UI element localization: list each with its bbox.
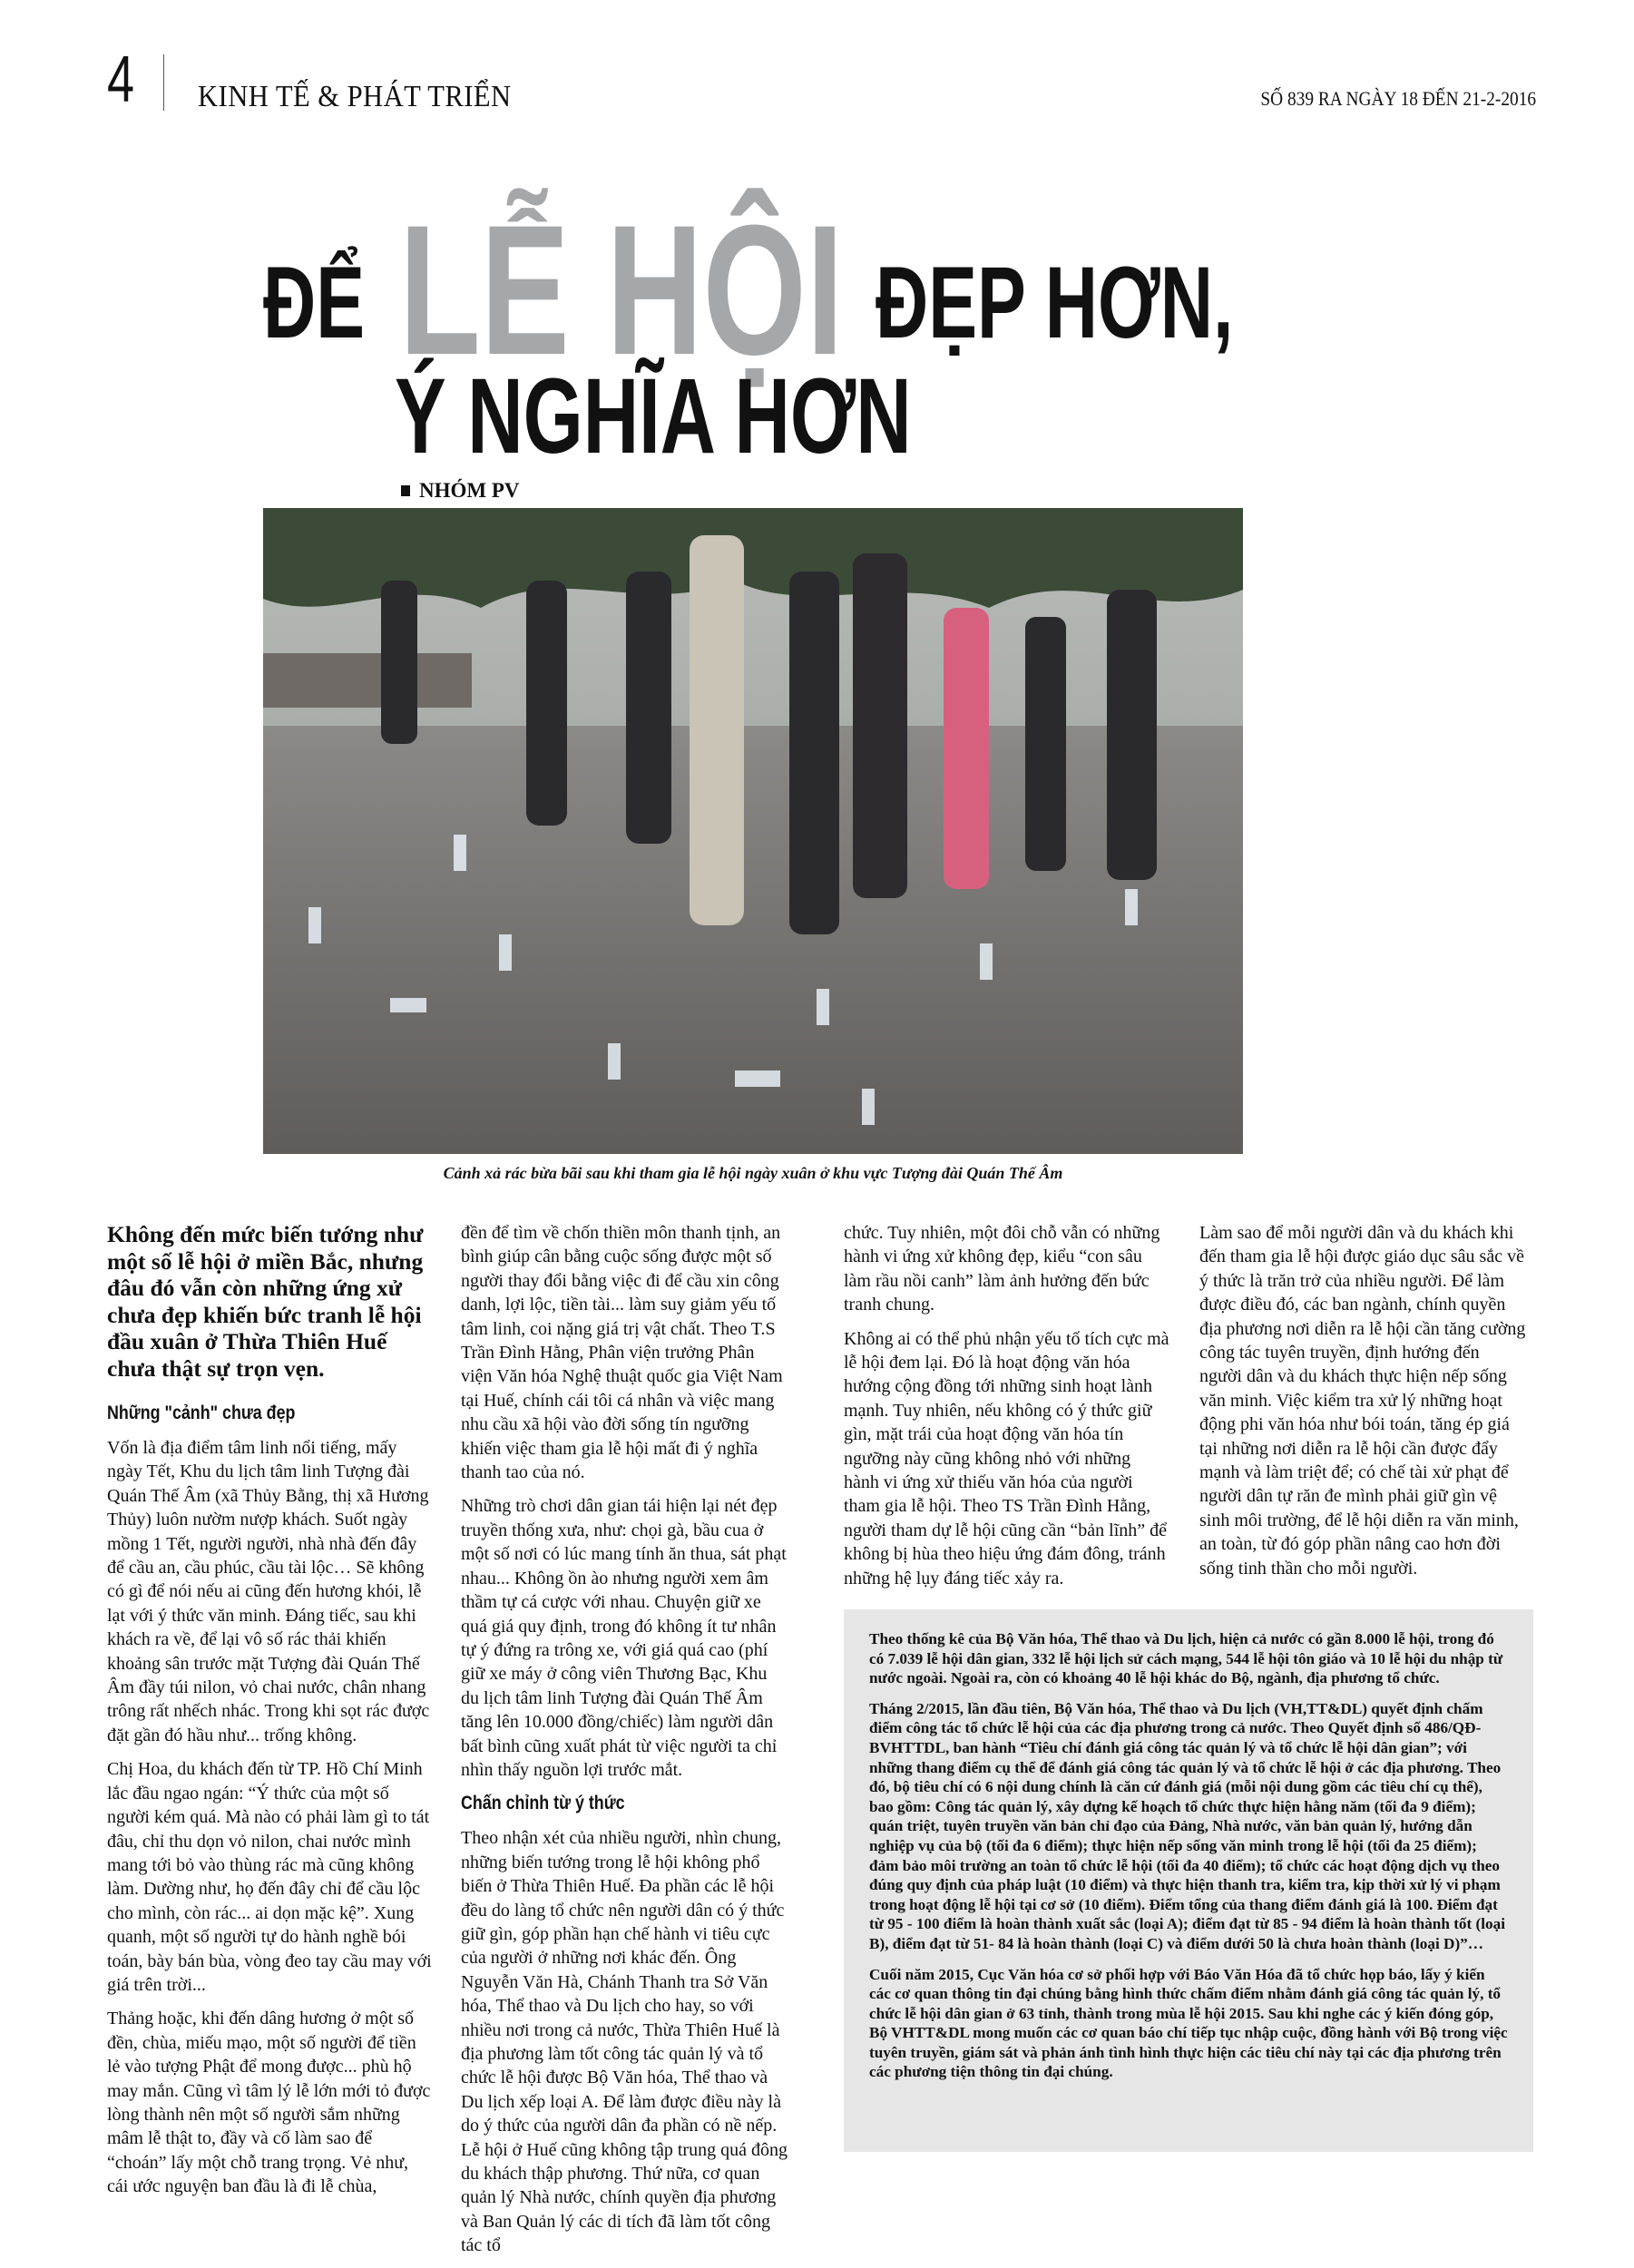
box-paragraph: Cuối năm 2015, Cục Văn hóa cơ sở phối hợp với Báo Văn Hóa đã tổ chức họp báo, lấy ý kiến các cơ quan thông tin đại chúng bằng hình thức chấm điểm nhằm đánh giá công tác quản lý, tổ chức lễ hội dân gian ở 63 tỉnh, thành trong mùa lễ hội 2015. Sau khi nghe các ý kiến đóng góp, Bộ VHTT&DL mong muốn các cơ quan báo chí tiếp tục nhập cuộc, đồng hành với Bộ trong việc tuyên truyền, giám sát và phản ánh tình hình thực hiện các tiêu chí này tại các địa phương trên các phương tiện thông tin đại chúng. [869,1965,1508,2081]
header-divider [163,54,164,111]
body-paragraph: Chị Hoa, du khách đến từ TP. Hồ Chí Minh lắc đầu ngao ngán: “Ý thức của một số người kém quá. Mà nào có phải làm gì to tát đâu, chỉ thu dọn vỏ nilon, chai nước mình mang tới bỏ vào thùng rác mà cũng không làm. Dường như, họ đến đây chỉ để cầu lộc cho mình, còn rác... ai dọn mặc kệ”. Xung quanh, một số người tự do hành nghề bói toán, bày bán bùa, vòng đeo tay cầu may với giá trên trời... [107,1759,432,1995]
body-paragraph: đền để tìm về chốn thiền môn thanh tịnh, an bình giúp cân bằng cuộc sống được một số người thay đổi bằng việc đi để cầu xin công danh, lợi lộc, tiền tài... làm suy giảm yếu tố tâm linh, coi nặng giá trị vật chất. Theo T.S Trần Đình Hằng, Phân viện trưởng Phân viện Văn hóa Nghệ thuật quốc gia Việt Nam tại Huế, chính cái tôi cá nhân và việc mang nhu cầu xã hội vào đời sống tín ngưỡng khiến việc tham gia lễ hội mất đi ý nghĩa thanh tao của nó. [461,1223,783,1483]
article-photo [263,508,1243,1154]
issue-date: SỐ 839 RA NGÀY 18 ĐẾN 21-2-2016 [1260,87,1536,110]
page-number: 4 [107,44,135,116]
article-column-3 [844,1221,1170,1600]
body-paragraph: Vốn là địa điểm tâm linh nổi tiếng, mấy ngày Tết, Khu du lịch tâm linh Tượng đài Quán Thế Âm (xã Thủy Bằng, thị xã Hương Thủy) luôn nườm nượp khách. Suốt ngày mồng 1 Tết, người người, nhà nhà đến đây để cầu an, cầu phúc, cầu tài lộc… Sẽ không có gì để nói nếu ai cũng đến hương khói, lễ lạt với ý thức văn minh. Đáng tiếc, sau khi khách ra về, để lại vô số rác thải khiến khoảng sân trước mặt Tượng đài Quán Thế Âm đầy túi nilon, vỏ chai nước, chân nhang trông rất nhếch nhác. Trong khi sọt rác được đặt gần đó hầu như... trống không. [107,1438,430,1745]
byline [401,479,520,503]
festival-litter-photo [263,508,1243,1154]
byline-text: NHÓM PV [419,479,520,502]
box-paragraph: Tháng 2/2015, lần đầu tiên, Bộ Văn hóa, Thể thao và Du lịch (VH,TT&DL) quyết định chấm điểm công tác tổ chức lễ hội của các địa phương trong cả nước. Theo Quyết định số 486/QĐ-BVHTTDL, ban hành “Tiêu chí đánh giá công tác quản lý và tổ chức lễ hội dân gian”; với những thang điểm cụ thể để đánh giá công tác quản lý và tổ chức lễ hội ở các địa phương. Theo đó, bộ tiêu chí có 6 nội dung chính là căn cứ đánh giá (mỗi nội dung gồm các tiêu chí cụ thể), bao gồm: Công tác quản lý, xây dựng kế hoạch tổ chức thực hiện hằng năm (tối đa 9 điểm); quán triệt, tuyên truyền văn bản chỉ đạo của Đảng, Nhà nước, văn bản quản lý, hướng dẫn nghiệp vụ của bộ (tối đa 6 điểm); thực hiện nếp sống văn minh trong lễ hội (tối đa 25 điểm); đảm bảo môi trường an toàn tổ chức lễ hội (tối đa 40 điểm); tổ chức các hoạt động dịch vụ theo đúng quy định của pháp luật (10 điểm) và thực hiện thanh tra, kiểm tra, kịp thời xử lý vi phạm trong hoạt động lễ hội tại cơ sở (10 điểm). Điểm tổng của thang điểm đánh giá là 100. Điểm đạt từ 95 - 100 điểm là hoàn thành xuất sắc (loại A); điểm đạt từ 85 - 94 điểm là hoàn thành tốt (loại B), điểm đạt từ 51- 84 là hoàn thành (loại C) và điểm dưới 50 là chưa hoàn thành (loại D)”… [869,1699,1506,1952]
headline-highlight: LỄ HỘI [399,187,844,394]
body-paragraph: Không ai có thể phủ nhận yếu tố tích cực mà lễ hội đem lại. Đó là hoạt động văn hóa hướng cộng đồng tới những sinh hoạt lành mạnh. Tuy nhiên, nếu không có ý thức giữ gìn, mặt trái của hoạt động văn hóa tín ngưỡng này cũng không nhỏ với những hành vi ứng xử thiếu văn hóa của người tham gia lễ hội. Theo TS Trần Đình Hằng, người tham dự lễ hội cũng cần “bản lĩnh” để không bị hùa theo hiệu ứng đám đông, tránh những hệ lụy đáng tiếc xảy ra. [844,1328,1169,1589]
subheading: Những "cảnh" chưa đẹp [107,1403,296,1423]
bullet-square-icon [401,485,410,496]
section-title: KINH TẾ & PHÁT TRIỂN [198,80,512,113]
headline-part1: ĐỂ [263,246,366,359]
article-lead: Không đến mức biến tướng như một số lễ hội ở miền Bắc, nhưng đâu đó vẫn còn những ứng xử chưa đẹp khiến bức tranh lễ hội đầu xuân ở Thừa Thiên Huế chưa thật sự trọn vẹn. [107,1221,424,1382]
statistics-sidebar-box [844,1609,1533,2152]
body-paragraph: Theo nhận xét của nhiều người, nhìn chung, những biến tướng trong lễ hội không phổ biến ở Thừa Thiên Huế. Đa phần các lễ hội đều do làng tổ chức nên người dân có ý thức giữ gìn, góp phần hạn chế hành vi tiêu cực của người ở những nơi khác đến. Ông Nguyễn Văn Hà, Chánh Thanh tra Sở Văn hóa, Thể thao và Du lịch cho hay, so với nhiều nơi trong cả nước, Thừa Thiên Huế là địa phương làm tốt công tác quản lý và tổ chức lễ hội được Bộ Văn hóa, Thể thao và Du lịch xếp loại A. Để làm được điều này là do ý thức của người dân đa phần có nề nếp. Lễ hội ở Huế cũng không tập trung quá đông du khách thập phương. Thứ nữa, cơ quan quản lý Nhà nước, chính quyền địa phương và Ban Quản lý các di tích đã làm tốt công tác tổ [461,1828,788,2256]
body-paragraph: Làm sao để mỗi người dân và du khách khi đến tham gia lễ hội được giáo dục sâu sắc về ý thức là trăn trở của nhiều người. Để làm được điều đó, các ban ngành, chính quyền địa phương nơi diễn ra lễ hội cần tăng cường công tác tuyên truyền, định hướng đến người dân và du khách thực hiện nếp sống văn minh. Việc kiểm tra xử lý những hoạt động phi văn hóa như bói toán, tăng ép giá tại những nơi diễn ra lễ hội cần được đẩy mạnh và làm triệt để; có chế tài xử phạt để người dân tự răn đe mình phải giữ gìn vệ sinh môi trường, để lễ hội diễn ra văn minh, an toàn, từ đó góp phần nâng cao hơn đời sống tinh thần cho mỗi người. [1199,1223,1526,1579]
headline-line2: Ý NGHĨA HƠN [395,357,912,476]
box-paragraph: Theo thống kê của Bộ Văn hóa, Thể thao và Du lịch, hiện cả nước có gần 8.000 lễ hội, trong đó có 7.039 lễ hội dân gian, 332 lễ hội lịch sử cách mạng, 544 lễ hội tôn giáo và 10 lễ hội du nhập từ nước ngoài. Ngoài ra, còn có khoảng 40 lễ hội khác do Bộ, ngành, địa phương tổ chức. [869,1630,1503,1687]
headline-part2: ĐẸP HƠN, [876,246,1234,359]
body-paragraph: chức. Tuy nhiên, một đôi chỗ vẫn có những hành vi ứng xử không đẹp, kiểu “con sâu làm rầu nồi canh” làm ảnh hưởng đến bức tranh chung. [844,1223,1160,1315]
body-paragraph: Những trò chơi dân gian tái hiện lại nét đẹp truyền thống xưa, như: chọi gà, bầu cua ở một số nơi có lúc mang tính ăn thua, sát phạt nhau... Không ồn ào nhưng người xem âm thầm tự cá cược với nhau. Chuyện giữ xe quá giá quy định, trong đó không ít tư nhân tự ý đứng ra trông xe, với giá quá cao (phí giữ xe máy ở công viên Thương Bạc, Khu du lịch tâm linh Tượng đài Quán Thế Âm tăng lên 10.000 đồng/chiếc) làm người dân bất bình cũng xuất phát từ việc người ta chỉ nhìn thấy nguồn lợi trước mắt. [461,1496,787,1780]
article-column-2 [461,1221,788,2268]
article-column-4 [1199,1221,1526,1590]
photo-caption: Cảnh xả rác bừa bãi sau khi tham gia lễ hội ngày xuân ở khu vực Tượng đài Quán Thế Âm [443,1164,1063,1182]
subheading: Chấn chỉnh từ ý thức [461,1793,625,1814]
article-column-1 [107,1221,434,2209]
body-paragraph: Thảng hoặc, khi đến dâng hương ở một số đền, chùa, miếu mạo, một số người để tiền lẻ vào tượng Phật để mong được... phù hộ may mắn. Cũng vì tâm lý lễ lớn mới tỏ được lòng thành nên một số người sắm những mâm lễ thật to, đầy và cố làm sao để “choán” lấy một chỗ trang trọng. Vẻ như, cái ước nguyện ban đầu là đi lễ chùa, [107,2009,431,2197]
